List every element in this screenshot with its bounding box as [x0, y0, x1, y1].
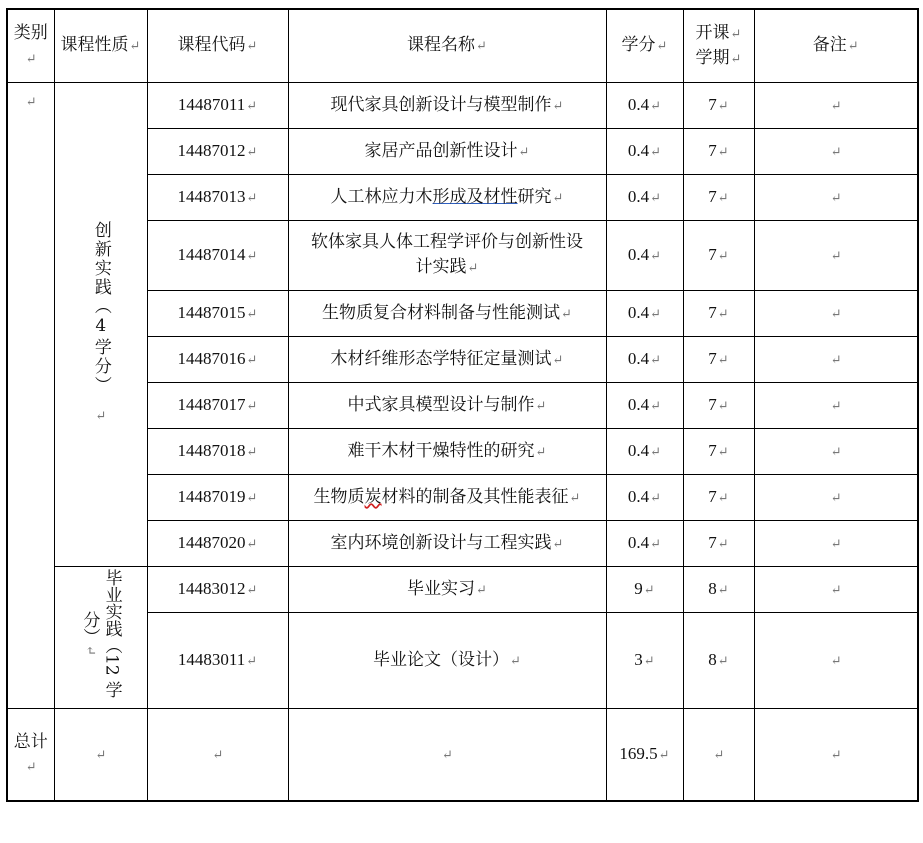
course-term: 7↵	[683, 82, 754, 128]
course-remark: ↵	[754, 520, 918, 566]
course-remark: ↵	[754, 290, 918, 336]
header-term: 开课↵ 学期↵	[683, 9, 754, 82]
course-credit: 0.4↵	[606, 520, 683, 566]
course-credit: 0.4↵	[606, 220, 683, 290]
course-remark: ↵	[754, 82, 918, 128]
nature-cell-graduation: 毕业实践（12 学分）↵	[54, 566, 147, 708]
course-name: 现代家具创新设计与模型制作↵	[288, 82, 606, 128]
course-code: 14487019↵	[147, 474, 288, 520]
course-term: 7↵	[683, 174, 754, 220]
course-code: 14487012↵	[147, 128, 288, 174]
course-credit: 0.4↵	[606, 428, 683, 474]
total-term-empty: ↵	[683, 708, 754, 801]
course-credit: 0.4↵	[606, 290, 683, 336]
header-remark: 备注↵	[754, 9, 918, 82]
total-nature-empty: ↵	[54, 708, 147, 801]
course-code: 14487014↵	[147, 220, 288, 290]
course-remark: ↵	[754, 336, 918, 382]
course-credit: 0.4↵	[606, 174, 683, 220]
course-code: 14483012↵	[147, 566, 288, 612]
category-cell: ↵	[7, 82, 54, 708]
course-name: 软体家具人体工程学评价与创新性设 计实践↵	[288, 220, 606, 290]
header-category: 类别↵	[7, 9, 54, 82]
course-remark: ↵	[754, 428, 918, 474]
table-row	[7, 82, 918, 128]
course-name: 毕业论文（设计）↵	[288, 612, 606, 708]
course-code: 14487011↵	[147, 82, 288, 128]
header-row	[7, 9, 918, 82]
course-credit: 0.4↵	[606, 128, 683, 174]
header-credit: 学分↵	[606, 9, 683, 82]
course-name: 木材纤维形态学特征定量测试↵	[288, 336, 606, 382]
course-table-document	[6, 8, 917, 800]
table-row	[7, 566, 918, 612]
course-remark: ↵	[754, 382, 918, 428]
header-code: 课程代码↵	[147, 9, 288, 82]
course-term: 8↵	[683, 612, 754, 708]
course-name: 室内环境创新设计与工程实践↵	[288, 520, 606, 566]
course-remark: ↵	[754, 174, 918, 220]
total-credit: 169.5↵	[606, 708, 683, 801]
course-remark: ↵	[754, 220, 918, 290]
header-nature: 课程性质↵	[54, 9, 147, 82]
course-name: 人工林应力木形成及材性研究↵	[288, 174, 606, 220]
course-name: 家居产品创新性设计↵	[288, 128, 606, 174]
course-remark: ↵	[754, 128, 918, 174]
course-remark: ↵	[754, 566, 918, 612]
total-name-empty: ↵	[288, 708, 606, 801]
course-term: 7↵	[683, 520, 754, 566]
course-term: 8↵	[683, 566, 754, 612]
course-credit: 0.4↵	[606, 82, 683, 128]
course-term: 7↵	[683, 336, 754, 382]
course-credit: 0.4↵	[606, 336, 683, 382]
course-code: 14487015↵	[147, 290, 288, 336]
course-code: 14487013↵	[147, 174, 288, 220]
course-remark: ↵	[754, 612, 918, 708]
course-term: 7↵	[683, 220, 754, 290]
course-credit: 0.4↵	[606, 474, 683, 520]
course-name: 生物质炭材料的制备及其性能表征↵	[288, 474, 606, 520]
course-term: 7↵	[683, 128, 754, 174]
course-credit: 3↵	[606, 612, 683, 708]
course-table	[6, 8, 919, 802]
course-name: 生物质复合材料制备与性能测试↵	[288, 290, 606, 336]
course-code: 14487016↵	[147, 336, 288, 382]
course-credit: 9↵	[606, 566, 683, 612]
course-code: 14487018↵	[147, 428, 288, 474]
course-code: 14487017↵	[147, 382, 288, 428]
course-remark: ↵	[754, 474, 918, 520]
course-code: 14483011↵	[147, 612, 288, 708]
course-term: 7↵	[683, 428, 754, 474]
total-remark-empty: ↵	[754, 708, 918, 801]
course-name: 难干木材干燥特性的研究↵	[288, 428, 606, 474]
course-term: 7↵	[683, 474, 754, 520]
course-name: 中式家具模型设计与制作↵	[288, 382, 606, 428]
course-name: 毕业实习↵	[288, 566, 606, 612]
course-credit: 0.4↵	[606, 382, 683, 428]
total-row	[7, 708, 918, 801]
course-term: 7↵	[683, 382, 754, 428]
course-code: 14487020↵	[147, 520, 288, 566]
course-term: 7↵	[683, 290, 754, 336]
header-name: 课程名称↵	[288, 9, 606, 82]
nature-cell-innovation: 创新实践（4学分） ↵	[54, 82, 147, 566]
total-code-empty: ↵	[147, 708, 288, 801]
total-label: 总计↵	[7, 708, 54, 801]
